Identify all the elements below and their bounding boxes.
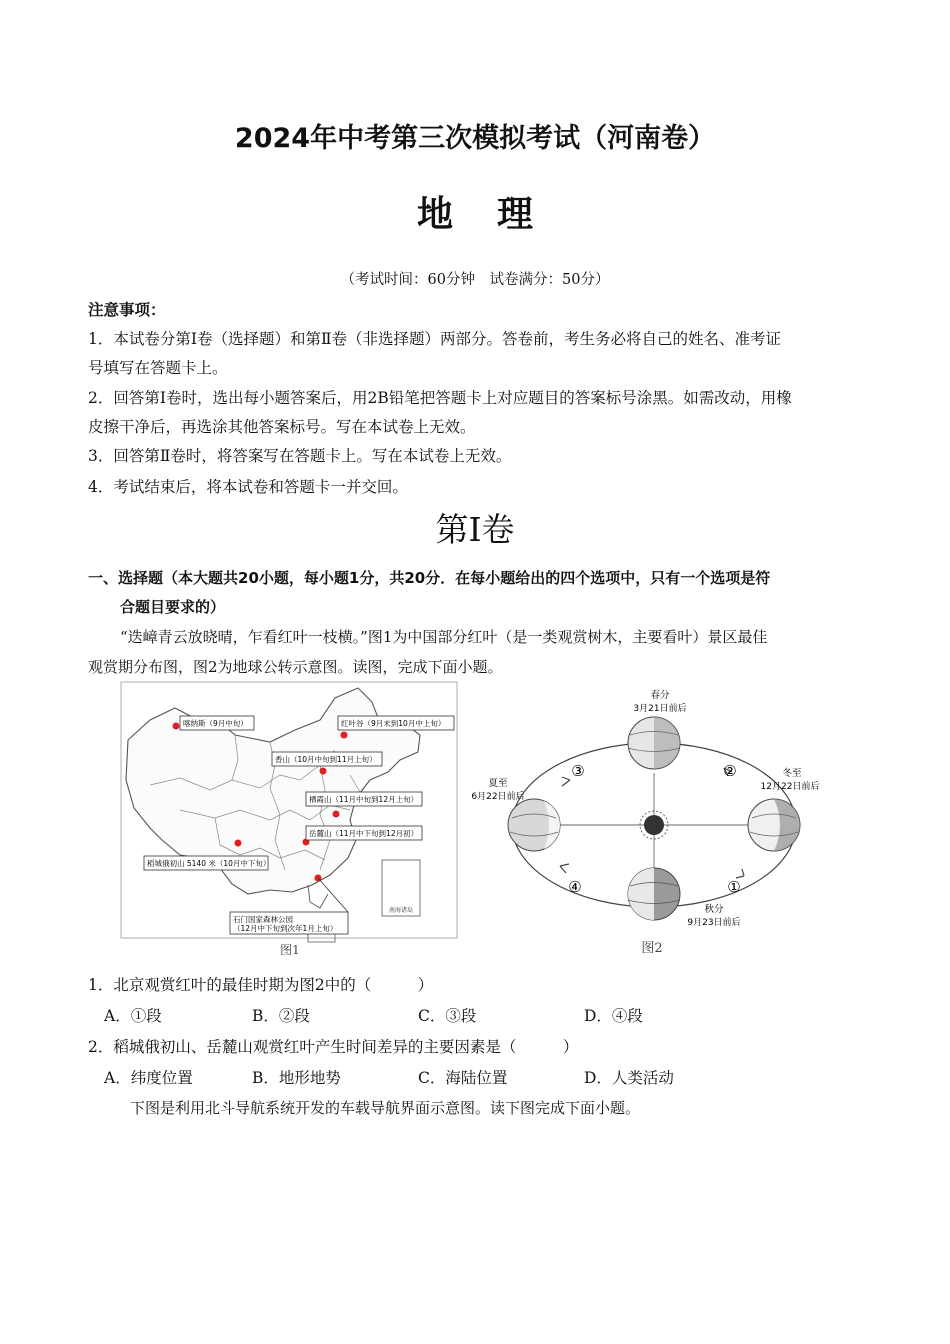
figure1-caption: 图1 bbox=[280, 943, 300, 957]
map-label-shimen-period: （12月中下旬到次年1月上旬） bbox=[233, 924, 338, 933]
note-line: 3．回答第Ⅱ卷时，将答案写在答题卡上。写在本试卷上无效。 bbox=[88, 447, 512, 465]
spring-date: 3月21日前后 bbox=[633, 704, 687, 714]
next-intro-text: 下图是利用北斗导航系统开发的车载导航界面示意图。读下图完成下面小题。 bbox=[130, 1099, 641, 1117]
part-heading: 一、选择题（本大题共20小题，每小题1分，共20分．在每小题给出的四个选项中，只有一个选项是符 bbox=[88, 569, 771, 587]
notes-heading: 注意事项： bbox=[88, 301, 166, 319]
inset-label: 南海诸岛 bbox=[388, 907, 414, 914]
question-2-stem: 2．稻城俄初山、岳麓山观赏红叶产生时间差异的主要因素是（ ） bbox=[88, 1038, 579, 1056]
note-line: 1．本试卷分第Ⅰ卷（选择题）和第Ⅱ卷（非选择题）两部分。答卷前，考生务必将自己的姓名、准考证 bbox=[88, 330, 782, 348]
summer-label: 夏至 bbox=[488, 778, 508, 789]
map-label-kanas: 喀纳斯（9月中旬） bbox=[183, 719, 248, 728]
segment-3-label: ③ bbox=[571, 762, 585, 780]
map-label-daocheng: 稻城俄初山 5140 米（10月中下旬） bbox=[147, 859, 271, 868]
subject-title: 地理 bbox=[416, 194, 577, 235]
q1-option-c[interactable]: C．③段 bbox=[418, 1007, 477, 1025]
marker-qixiashan bbox=[333, 811, 340, 818]
exam-time-info: （考试时间：60分钟 试卷满分：50分） bbox=[340, 272, 610, 288]
q1-option-b[interactable]: B．②段 bbox=[252, 1007, 310, 1025]
summer-date: 6月22日前后 bbox=[471, 792, 525, 802]
winter-date: 12月22日前后 bbox=[760, 782, 820, 792]
intro-text-cont: 观赏期分布图，图2为地球公转示意图。读图，完成下面小题。 bbox=[88, 658, 503, 676]
q2-option-d[interactable]: D．人类活动 bbox=[584, 1069, 674, 1087]
marker-kanas bbox=[173, 723, 180, 730]
spring-label: 春分 bbox=[650, 690, 670, 701]
autumn-label: 秋分 bbox=[704, 904, 724, 915]
map-label-xiangshan: 香山（10月中旬到11月上旬） bbox=[275, 755, 377, 764]
map-label-yuelushan: 岳麓山（11月中下旬到12月初） bbox=[309, 829, 419, 838]
segment-2-label: ② bbox=[723, 762, 737, 780]
map-label-hongyegu: 红叶谷（9月末到10月中上旬） bbox=[341, 719, 446, 728]
earth-summer-icon bbox=[508, 799, 560, 851]
winter-label: 冬至 bbox=[782, 768, 802, 779]
part-heading-cont: 合题目要求的） bbox=[120, 598, 226, 616]
q1-option-a[interactable]: A．①段 bbox=[104, 1007, 162, 1025]
section-title: 第Ⅰ卷 bbox=[435, 510, 515, 549]
map-label-qixiashan: 栖霞山（11月中旬到12月上旬） bbox=[309, 795, 419, 804]
q2-option-c[interactable]: C．海陆位置 bbox=[418, 1069, 508, 1087]
q2-option-b[interactable]: B．地形地势 bbox=[252, 1069, 341, 1087]
q2-option-a[interactable]: A．纬度位置 bbox=[104, 1069, 193, 1087]
q1-option-d[interactable]: D．④段 bbox=[584, 1007, 643, 1025]
note-line: 号填写在答题卡上。 bbox=[88, 359, 228, 377]
map-label-shimen: 石门国家森林公园 bbox=[233, 915, 293, 924]
exam-title: 2024年中考第三次模拟考试（河南卷） bbox=[234, 123, 716, 154]
note-line: 4．考试结束后，将本试卷和答题卡一并交回。 bbox=[88, 478, 408, 496]
note-line: 皮擦干净后，再选涂其他答案标号。写在本试卷上无效。 bbox=[88, 418, 476, 436]
marker-hongyegu bbox=[341, 732, 348, 739]
autumn-date: 9月23日前后 bbox=[687, 918, 741, 928]
question-1-stem: 1．北京观赏红叶的最佳时期为图2中的（ ） bbox=[88, 976, 434, 994]
segment-1-label: ① bbox=[727, 878, 741, 896]
note-line: 2．回答第Ⅰ卷时，选出每小题答案后，用2B铅笔把答题卡上对应题目的答案标号涂黑。如需改动，用橡 bbox=[88, 389, 792, 407]
earth-winter-icon bbox=[748, 799, 800, 851]
earth-spring-icon bbox=[628, 717, 680, 769]
figure2-revolution bbox=[462, 680, 842, 965]
figure1-map bbox=[120, 680, 460, 962]
intro-text: “迭嶂青云放晓晴，乍看红叶一枝横。”图1为中国部分红叶（是一类观赏树木，主要看叶）景区最佳 bbox=[120, 628, 768, 646]
figure2-caption: 图2 bbox=[641, 941, 663, 956]
marker-daocheng bbox=[235, 840, 242, 847]
segment-4-label: ④ bbox=[568, 878, 582, 896]
earth-autumn-icon bbox=[628, 868, 680, 920]
sun-icon bbox=[644, 815, 664, 835]
marker-xiangshan bbox=[320, 768, 327, 775]
